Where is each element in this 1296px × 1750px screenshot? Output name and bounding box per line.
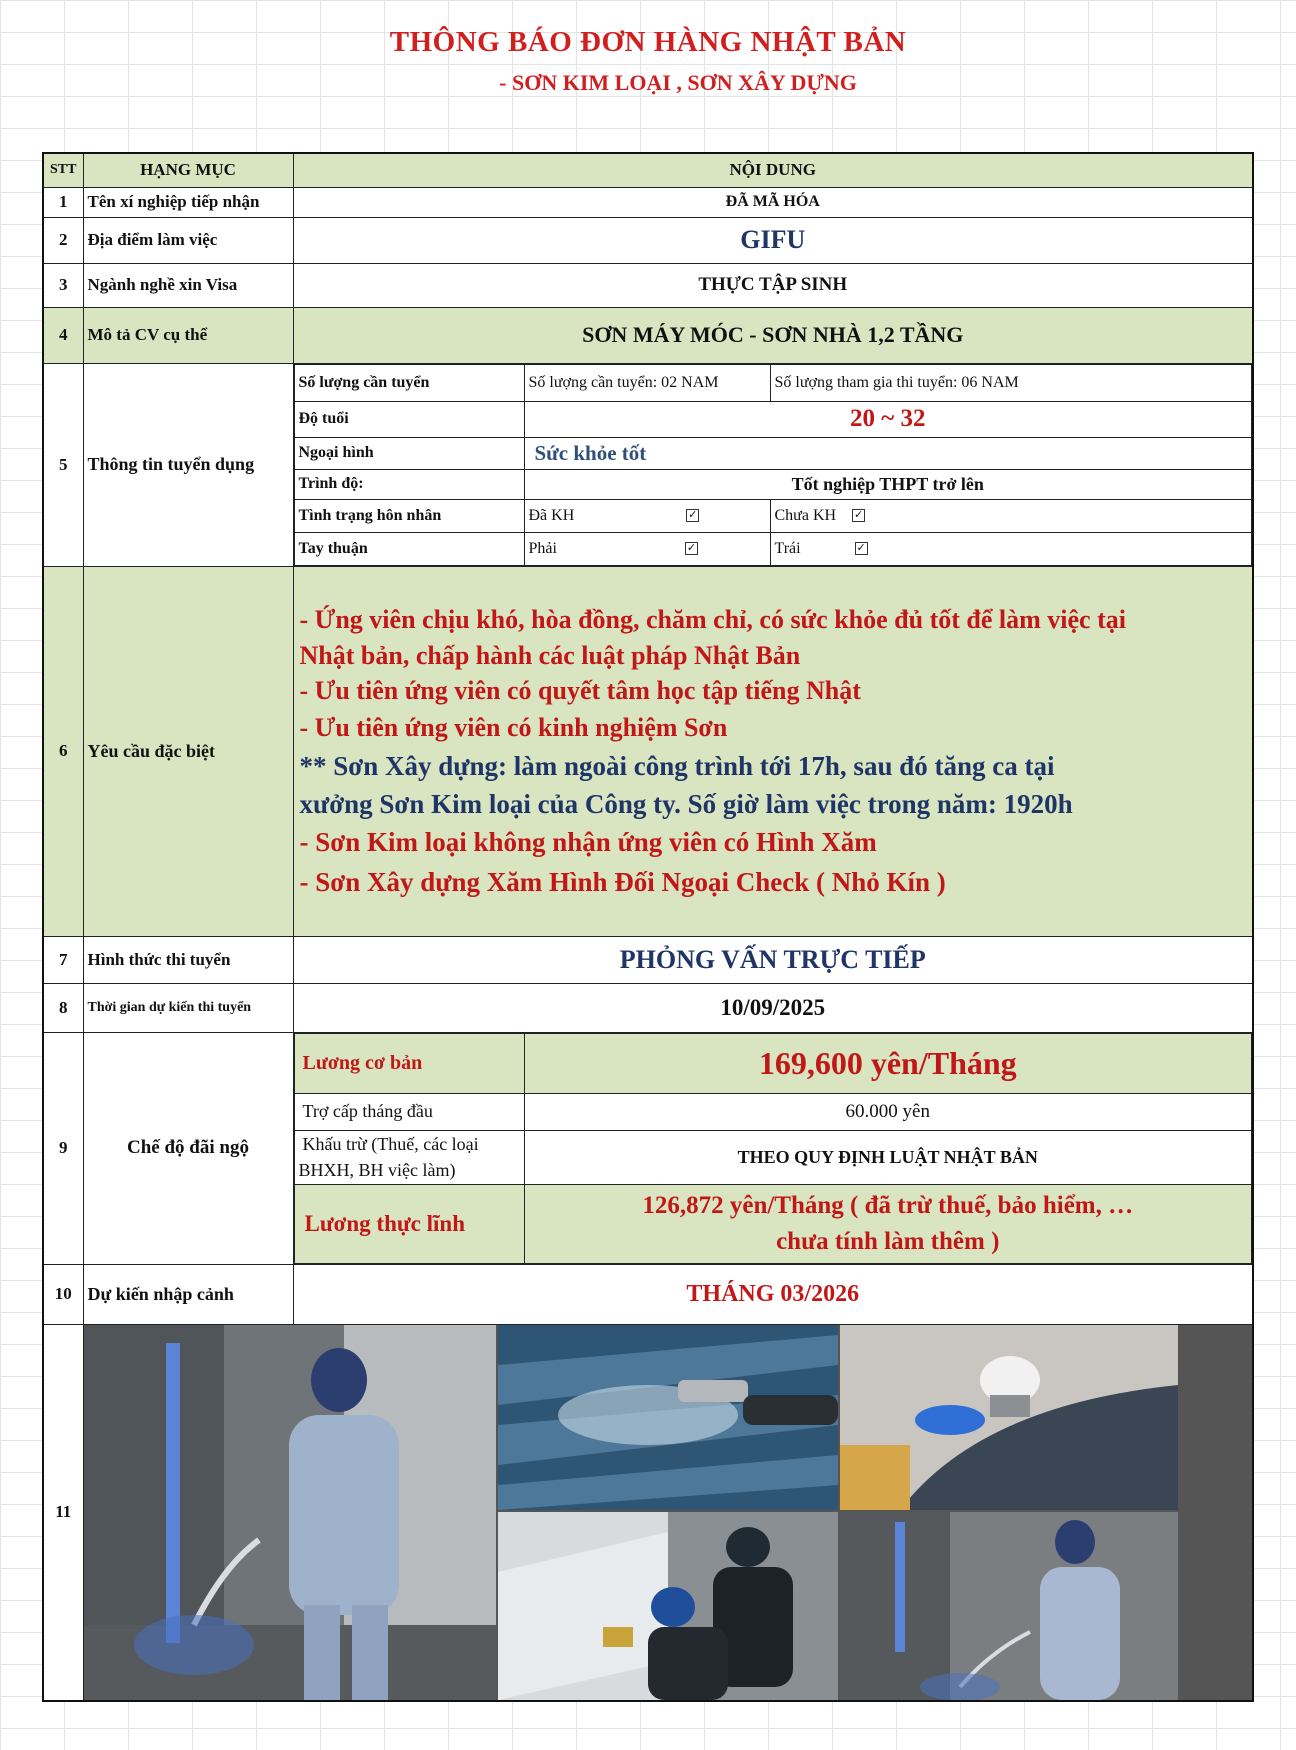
- row-label: Hình thức thi tuyển: [83, 936, 293, 983]
- education-value: Tốt nghiệp THPT trở lên: [524, 469, 1252, 499]
- table-row: [43, 307, 1253, 363]
- quantity-needed: Số lượng cần tuyển: 02 NAM: [524, 364, 770, 401]
- table-row: [43, 1032, 1253, 1264]
- table-row: [43, 936, 1253, 983]
- requirement-line: - Ứng viên chịu khó, hòa đồng, chăm chỉ, có sức khỏe đủ tốt để làm việc tại: [299, 605, 1126, 634]
- table-header-row: [43, 153, 1253, 187]
- education-label: Trình độ:: [294, 469, 524, 499]
- spray-gun-metal-photo: [498, 1325, 838, 1510]
- requirement-line: Nhật bản, chấp hành các luật pháp Nhật Bản: [299, 641, 801, 670]
- appearance-label: Ngoại hình: [294, 437, 524, 469]
- quantity-label: Số lượng cần tuyển: [294, 364, 524, 401]
- row-number: 2: [43, 217, 83, 263]
- benefits: [293, 1032, 1253, 1264]
- table-row: [43, 566, 1253, 936]
- marital-label: Tình trạng hôn nhân: [294, 499, 524, 532]
- row-number: 10: [43, 1264, 83, 1324]
- row-label: Thông tin tuyển dụng: [83, 363, 293, 566]
- row-number: 7: [43, 936, 83, 983]
- single-option: [770, 499, 1252, 532]
- row-label: Chế độ đãi ngộ: [83, 1032, 293, 1264]
- painter-booth-photo: [840, 1512, 1178, 1700]
- row-label: Thời gian dự kiến thi tuyển: [83, 983, 293, 1032]
- row-number: 4: [43, 307, 83, 363]
- left-hand-label: Trái: [774, 539, 801, 557]
- work-location-value: GIFU: [293, 217, 1253, 263]
- married-checkbox[interactable]: ✓: [688, 509, 698, 522]
- quantity-exam: Số lượng tham gia thi tuyển: 06 NAM: [770, 364, 1252, 401]
- col-category: HẠNG MỤC: [83, 153, 293, 187]
- left-hand-checkbox[interactable]: ✓: [856, 542, 866, 555]
- row-label: Dự kiến nhập cảnh: [83, 1264, 293, 1324]
- table-row: [43, 217, 1253, 263]
- special-requirements: [293, 566, 1253, 936]
- painter-spraying-photo: [84, 1325, 496, 1700]
- age-label: Độ tuổi: [294, 401, 524, 437]
- job-order-table: [42, 152, 1254, 1702]
- table-row: [43, 187, 1253, 217]
- exam-format-value: PHỎNG VẤN TRỰC TIẾP: [293, 936, 1253, 983]
- net-salary-label: Lương thực lĩnh: [294, 1184, 524, 1263]
- row-number: 3: [43, 263, 83, 307]
- right-hand-checkbox[interactable]: ✓: [686, 542, 697, 555]
- right-hand-label: Phải: [528, 539, 557, 557]
- recruitment-info: [293, 363, 1253, 566]
- row-number: 5: [43, 363, 83, 566]
- single-checkbox[interactable]: ✓: [853, 509, 864, 522]
- entry-date-value: THÁNG 03/2026: [293, 1264, 1253, 1324]
- visa-type-value: THỰC TẬP SINH: [293, 263, 1253, 307]
- net-salary-value: 126,872 yên/Tháng ( đã trừ thuế, bảo hiểm, … chưa tính làm thêm ): [524, 1184, 1252, 1263]
- row-number: 11: [43, 1324, 83, 1701]
- deduction-label: Khấu trừ (Thuế, các loại BHXH, BH việc làm): [294, 1130, 524, 1184]
- col-content: NỘI DUNG: [293, 153, 1253, 187]
- row-label: Yêu cầu đặc biệt: [83, 566, 293, 936]
- base-salary-label: Lương cơ bản: [294, 1033, 524, 1093]
- col-stt: STT: [43, 153, 83, 187]
- benefits-table: [294, 1033, 1253, 1264]
- workers-spraying-photo: [498, 1512, 838, 1700]
- left-hand-option: [770, 532, 1252, 565]
- table-row: [43, 983, 1253, 1032]
- requirement-line: ** Sơn Xây dựng: làm ngoài công trình tới 17h, sau đó tăng ca tại: [299, 751, 1055, 781]
- exam-date-value: 10/09/2025: [293, 983, 1253, 1032]
- table-row: [43, 1264, 1253, 1324]
- hand-label: Tay thuận: [294, 532, 524, 565]
- allowance-label: Trợ cấp tháng đầu: [294, 1093, 524, 1130]
- job-description-value: SƠN MÁY MÓC - SƠN NHÀ 1,2 TẦNG: [293, 307, 1253, 363]
- appearance-value: Sức khỏe tốt: [524, 437, 1252, 469]
- row-number: 9: [43, 1032, 83, 1264]
- table-row: [43, 1324, 1253, 1701]
- deduction-value: THEO QUY ĐỊNH LUẬT NHẬT BẢN: [524, 1130, 1252, 1184]
- married-option: [524, 499, 770, 532]
- married-label: Đã KH: [528, 506, 575, 524]
- row-number: 6: [43, 566, 83, 936]
- requirement-line: - Ưu tiên ứng viên có kinh nghiệm Sơn: [299, 713, 728, 742]
- page-header: [0, 0, 1296, 140]
- table-row: [43, 363, 1253, 566]
- requirement-line: - Ưu tiên ứng viên có quyết tâm học tập tiếng Nhật: [299, 676, 861, 705]
- requirement-line: xưởng Sơn Kim loại của Công ty. Số giờ làm việc trong năm: 1920h: [299, 789, 1073, 819]
- row-label: Tên xí nghiệp tiếp nhận: [83, 187, 293, 217]
- row-label: Mô tả CV cụ thể: [83, 307, 293, 363]
- allowance-value: 60.000 yên: [524, 1093, 1252, 1130]
- row-label: Ngành nghề xin Visa: [83, 263, 293, 307]
- row-number: 1: [43, 187, 83, 217]
- right-hand-option: [524, 532, 770, 565]
- single-label: Chưa KH: [774, 506, 837, 524]
- requirement-line: - Sơn Xây dựng Xăm Hình Đối Ngoại Check ( Nhỏ Kín ): [299, 867, 946, 897]
- page-subtitle: - SƠN KIM LOẠI , SƠN XÂY DỰNG: [499, 70, 857, 95]
- company-name-value: ĐÃ MÃ HÓA: [293, 187, 1253, 217]
- photo-gallery: [83, 1324, 1253, 1701]
- requirement-line: - Sơn Kim loại không nhận ứng viên có Hình Xăm: [299, 827, 877, 857]
- base-salary-value: 169,600 yên/Tháng: [524, 1033, 1252, 1093]
- table-row: [43, 263, 1253, 307]
- age-value: 20 ~ 32: [524, 401, 1252, 437]
- row-number: 8: [43, 983, 83, 1032]
- page-title: THÔNG BÁO ĐƠN HÀNG NHẬT BẢN: [389, 26, 907, 58]
- row-label: Địa điểm làm việc: [83, 217, 293, 263]
- recruitment-info-table: [294, 364, 1253, 566]
- car-painting-photo: [840, 1325, 1178, 1510]
